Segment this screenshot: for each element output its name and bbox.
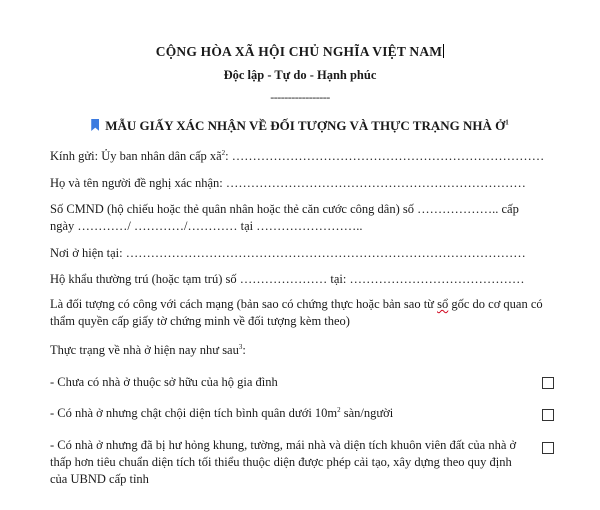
checkbox-no-house[interactable] (542, 377, 554, 389)
option-crowded-text-post: sàn/người (340, 406, 394, 420)
addressee-blank: : ………………………………………………………………… (225, 149, 545, 163)
option-damaged-house: - Có nhà ở nhưng đã bị hư hỏng khung, tường, mái nhà và diện tích khuôn viên đất của nhà ở thấp hơn tiêu chuẩn diện tích tối thiểu thuộc diện được phép cải tạo, xây dựng theo quy định của UBND cấp tỉnh (50, 438, 517, 486)
superscript: 2 (337, 405, 341, 414)
addressee-line[interactable] (50, 148, 560, 165)
option-no-house: - Chưa có nhà ở thuộc sở hữu của hộ gia đình (50, 375, 278, 389)
household-line[interactable]: Hộ khẩu thường trú (hoặc tạm trú) số ………………… tại: …………………………………… (50, 272, 525, 286)
housing-status-text: Thực trạng về nhà ở hiện nay như sau (50, 343, 239, 357)
residence-line[interactable]: Nơi ở hiện tại: …………………………………………………………………………………… (50, 246, 526, 260)
text-cursor (443, 44, 444, 58)
option-crowded-house (50, 405, 520, 422)
option-crowded-text: - Có nhà ở nhưng chật chội diện tích bình quân dưới 10m (50, 406, 338, 420)
national-title (0, 44, 600, 60)
merit-text-post: gốc do cơ quan có thẩm quyền cấp giấy tờ chứng minh về đối tượng kèm theo) (50, 297, 543, 328)
merit-text-pre: Là đối tượng có công với cách mạng (bản sao có chứng thực hoặc bản sao từ (50, 297, 438, 311)
applicant-line[interactable]: Họ và tên người đề nghị xác nhận: ……………………………………………………………… (50, 176, 526, 190)
merit-paragraph (50, 296, 555, 330)
footnote-ref: 2 (221, 148, 226, 157)
national-title-text: CỘNG HÒA XÃ HỘI CHỦ NGHĨA VIỆT NAM (155, 44, 443, 59)
footnote-ref: 1 (505, 118, 509, 127)
checkbox-crowded-house[interactable] (542, 409, 554, 421)
housing-status-colon: : (242, 343, 246, 357)
housing-status-heading (50, 342, 560, 359)
motto: Độc lập - Tự do - Hạnh phúc (223, 68, 377, 82)
checkbox-damaged-house[interactable] (542, 442, 554, 454)
id-line-2[interactable]: ngày …………/ …………/………… tại …………………….. (50, 219, 363, 233)
bookmark-icon[interactable] (91, 119, 99, 131)
spellcheck-word[interactable]: sổ (437, 297, 449, 311)
form-title-text: MẪU GIẤY XÁC NHẬN VỀ ĐỐI TƯỢNG VÀ THỰC TRẠNG NHÀ Ở (105, 118, 506, 133)
id-line-1[interactable]: Số CMND (hộ chiếu hoặc thẻ quân nhân hoặc thẻ căn cước công dân) số ……………….. cấp (50, 202, 519, 216)
footnote-ref: 3 (238, 342, 243, 351)
divider: ----------------- (270, 90, 330, 104)
form-title (0, 118, 600, 134)
addressee-label: Kính gửi: Ủy ban nhân dân cấp xã (50, 149, 222, 163)
